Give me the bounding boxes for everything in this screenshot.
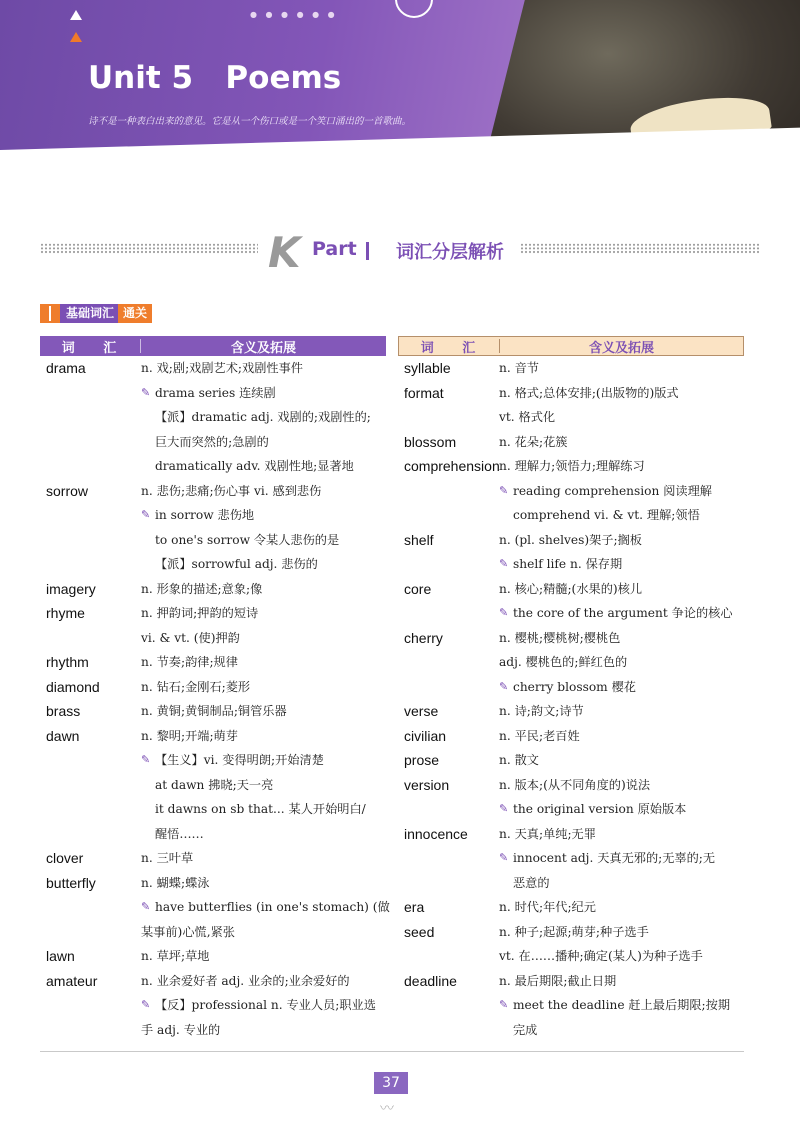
vocab-word: drama (46, 360, 86, 376)
vocab-entry (40, 479, 386, 577)
pencil-icon: ✎ (499, 998, 509, 1011)
definition-line (141, 797, 386, 822)
entry-list (398, 356, 744, 1042)
table-header (398, 336, 744, 356)
vocab-word: amateur (46, 972, 98, 989)
section-tag (40, 304, 152, 323)
usage-note (499, 675, 744, 700)
pencil-icon: ✎ (499, 851, 509, 864)
bird-icon: 〰 (380, 1101, 394, 1117)
vocab-definitions (499, 381, 744, 430)
definition-line (141, 822, 386, 847)
line-text: 手 adj. 专业的 (141, 1022, 221, 1037)
definition-line (141, 773, 386, 798)
vocab-entry (40, 944, 386, 969)
definition-line (499, 724, 744, 749)
vocab-word: core (404, 580, 432, 597)
line-text: n. 悲伤;悲痛;伤心事 vi. 感到悲伤 (141, 483, 322, 498)
line-text: at dawn 拂晓;天一亮 (155, 777, 274, 792)
vocab-definitions (499, 699, 744, 724)
usage-note (141, 503, 386, 528)
dotted-divider (40, 243, 258, 254)
line-text: meet the deadline 赶上最后期限;按期 (513, 998, 731, 1012)
vocab-entry (40, 356, 386, 479)
definition-line (499, 1018, 744, 1043)
vocab-definitions (499, 748, 744, 773)
vocab-definitions (141, 356, 386, 479)
vocab-word: rhyme (46, 605, 85, 621)
vocab-entry (398, 699, 744, 724)
definition-line (499, 773, 744, 798)
vocab-definitions (141, 699, 386, 724)
line-text: the original version 原始版本 (513, 802, 687, 816)
definition-line (141, 846, 386, 871)
line-text: n. 三叶草 (141, 851, 194, 865)
vocab-definitions (141, 944, 386, 969)
book-icon (40, 304, 60, 323)
line-text: n. 戏;剧;戏剧艺术;戏剧性事件 (141, 361, 303, 375)
definition-line (499, 356, 744, 381)
line-text: n. 黄铜;黄铜制品;铜管乐器 (141, 704, 287, 718)
usage-note (141, 381, 386, 406)
vocab-definitions (499, 356, 744, 381)
definition-line (141, 920, 390, 945)
definition-line (141, 454, 386, 479)
vocab-definitions (499, 920, 744, 969)
pencil-icon: ✎ (141, 900, 151, 913)
line-text: n. 散文 (499, 753, 539, 767)
vocab-word: innocence (404, 825, 468, 842)
pencil-icon: ✎ (141, 753, 151, 766)
vocab-definitions (141, 577, 386, 602)
usage-note (141, 993, 386, 1018)
definition-line (499, 405, 744, 430)
definition-line (499, 626, 744, 651)
line-text: n. 音节 (499, 361, 539, 375)
pencil-icon: ✎ (141, 385, 151, 399)
line-text: the core of the argument 争论的核心 (513, 606, 733, 620)
vocab-entry (398, 822, 744, 896)
definition-line (141, 724, 386, 749)
definition-line (141, 944, 386, 969)
vocab-entry (398, 430, 744, 455)
vocab-entry (40, 699, 386, 724)
definition-line (499, 528, 744, 553)
vocab-word: deadline (404, 972, 457, 989)
vocab-word: cherry (404, 629, 443, 646)
definition-line (499, 969, 744, 994)
decorative-dots: ● ● ● ● ● ● (250, 10, 338, 19)
vocab-definitions (141, 479, 386, 577)
part-title: 词汇分层解析 (396, 242, 504, 263)
vocab-entry (40, 650, 386, 675)
vocab-word: dawn (46, 727, 80, 744)
line-text: n. 节奏;韵律;规律 (141, 655, 238, 669)
vocab-word: clover (46, 850, 84, 866)
line-text: dramatically adv. 戏剧性地;显著地 (155, 459, 354, 473)
unit-quote: 诗不是一种表白出来的意见。它是从一个伤口或是一个笑口涌出的一首歌曲。 (88, 116, 412, 127)
vocab-entry (40, 871, 390, 945)
line-text: it dawns on sb that... 某人开始明白/ (155, 802, 366, 816)
vocab-word: comprehension (404, 458, 500, 474)
vocab-word: seed (404, 923, 435, 940)
definition-line (499, 577, 744, 602)
line-text: n. 樱桃;樱桃树;樱桃色 (499, 630, 621, 645)
definition-line (141, 1018, 386, 1043)
line-text: vt. 在……播种;确定(某人)为种子选手 (499, 949, 703, 963)
vocab-definitions (499, 454, 744, 528)
vocab-word: verse (404, 703, 439, 719)
vocab-entry (398, 920, 744, 969)
header-word: 词 汇 (420, 340, 488, 356)
vocab-entry (398, 454, 744, 528)
line-text: n. 诗;韵文;诗节 (499, 704, 584, 718)
unit-title: Unit 5 Poems (88, 60, 342, 96)
vocab-word: shelf (404, 531, 434, 548)
pencil-icon: ✎ (141, 998, 151, 1011)
vocab-word: era (404, 899, 425, 915)
part-letter: K (268, 228, 301, 277)
line-text: n. 天真;单纯;无罪 (499, 826, 596, 841)
definition-line (141, 479, 386, 504)
pencil-icon: ✎ (499, 802, 509, 815)
line-text: 【生义】vi. 变得明朗;开始清楚 (155, 753, 324, 767)
definition-line (141, 675, 386, 700)
vocab-entry (40, 846, 386, 871)
line-text: 【派】sorrowful adj. 悲伤的 (155, 557, 318, 571)
definition-line (141, 601, 386, 626)
definition-line (499, 920, 744, 945)
line-text: comprehend vi. & vt. 理解;领悟 (513, 508, 700, 522)
line-text: n. 版本;(从不同角度的)说法 (499, 777, 651, 792)
pencil-icon: ✎ (141, 508, 151, 521)
part-heading (40, 228, 760, 277)
line-text: n. 平民;老百姓 (499, 728, 580, 743)
section-badge: 通关 (118, 304, 152, 323)
definition-line (499, 748, 744, 773)
pencil-icon: ✎ (499, 606, 509, 619)
vocab-definitions (141, 969, 386, 1043)
usage-note (499, 846, 744, 871)
vocab-word: rhythm (46, 654, 89, 670)
line-text: n. 核心;精髓;(水果的)核儿 (499, 581, 643, 596)
line-text: have butterflies (in one's stomach) (做 (155, 900, 390, 914)
vocab-word: imagery (46, 580, 96, 597)
definition-line (499, 650, 744, 675)
usage-note (499, 797, 744, 822)
definition-line (499, 430, 744, 455)
line-text: reading comprehension 阅读理解 (513, 483, 712, 498)
definition-line (141, 405, 386, 430)
vocab-word: prose (404, 752, 440, 768)
definition-line (141, 356, 386, 381)
vocab-entry (40, 969, 386, 1043)
vocab-word: blossom (404, 433, 457, 450)
vocab-definitions (499, 528, 744, 577)
pencil-icon: ✎ (499, 557, 509, 570)
usage-note (141, 895, 390, 920)
page-number: 37 (374, 1072, 408, 1094)
vocab-entry (40, 724, 386, 847)
definition-line (499, 871, 744, 896)
vocab-entry (398, 626, 744, 700)
vocab-word: civilian (404, 727, 447, 744)
line-text: n. 最后期限;截止日期 (499, 973, 617, 988)
definition-line (141, 552, 386, 577)
vocab-entry (398, 577, 744, 626)
line-text: 恶意的 (513, 875, 550, 890)
vocab-entry (398, 748, 744, 773)
vocab-entry (40, 601, 386, 650)
vocab-entry (40, 577, 386, 602)
vocab-definitions (499, 577, 744, 626)
vocab-word: sorrow (46, 482, 89, 499)
vocab-word: brass (46, 703, 81, 719)
line-text: 【反】professional n. 专业人员;职业选 (155, 998, 376, 1012)
line-text: n. 钻石;金刚石;菱形 (141, 679, 251, 694)
vocab-entry (40, 675, 386, 700)
dotted-divider (520, 243, 760, 254)
definition-line (499, 454, 744, 479)
line-text: innocent adj. 天真无邪的;无辜的;无 (513, 851, 716, 865)
header-meaning: 含义及拓展 (588, 340, 654, 356)
line-text: shelf life n. 保存期 (513, 557, 623, 571)
definition-line (141, 577, 386, 602)
line-text: in sorrow 悲伤地 (155, 508, 255, 522)
definition-line (141, 969, 386, 994)
line-text: to one's sorrow 令某人悲伤的是 (155, 532, 340, 547)
line-text: adj. 樱桃色的;鲜红色的 (499, 655, 628, 669)
definition-line (499, 699, 744, 724)
pencil-icon: ✎ (499, 679, 509, 693)
vocab-definitions (141, 650, 386, 675)
vocab-definitions (499, 773, 744, 822)
definition-line (141, 871, 390, 896)
line-text: 巨大而突然的;急剧的 (155, 434, 269, 449)
vocab-definitions (499, 895, 744, 920)
vocab-table-right (398, 336, 744, 1042)
usage-note (499, 993, 744, 1018)
definition-line (141, 430, 386, 455)
vocab-definitions (499, 430, 744, 455)
usage-note (141, 748, 386, 773)
definition-line (499, 895, 744, 920)
vocab-definitions (141, 675, 386, 700)
header-word: 词 汇 (61, 340, 129, 356)
line-text: n. 种子;起源;萌芽;种子选手 (499, 924, 649, 939)
definition-line (141, 528, 386, 553)
part-label: Part (312, 238, 357, 260)
definition-line (141, 626, 386, 651)
vocab-word: format (404, 384, 444, 401)
line-text: n. 时代;年代;纪元 (499, 900, 596, 914)
line-text: n. 花朵;花簇 (499, 434, 568, 449)
vocab-entry (398, 895, 744, 920)
line-text: 某事前)心慌,紧张 (141, 924, 235, 939)
line-text: n. 草坪;草地 (141, 949, 210, 963)
table-header (40, 336, 386, 356)
definition-line (499, 503, 744, 528)
vocab-entry (398, 356, 744, 381)
line-text: n. 黎明;开端;萌芽 (141, 728, 238, 743)
line-text: vi. & vt. (使)押韵 (141, 630, 240, 645)
vocab-definitions (499, 969, 744, 1043)
line-text: n. 押韵词;押韵的短诗 (141, 606, 259, 620)
triangle-icon (70, 10, 82, 20)
definition-line (499, 381, 744, 406)
definition-line (499, 944, 744, 969)
line-text: vt. 格式化 (499, 410, 556, 424)
definition-line (141, 699, 386, 724)
vocab-entry (398, 528, 744, 577)
section-title: 基础词汇 (60, 304, 118, 323)
line-text: 【派】dramatic adj. 戏剧的;戏剧性的; (155, 410, 371, 424)
usage-note (499, 601, 744, 626)
line-text: n. 理解力;领悟力;理解练习 (499, 459, 645, 473)
vocab-entry (398, 724, 744, 749)
vocab-word: butterfly (46, 874, 96, 891)
entry-list (40, 356, 390, 1042)
vocab-definitions (141, 601, 386, 650)
line-text: 醒悟…… (155, 826, 204, 841)
line-text: cherry blossom 樱花 (513, 679, 636, 694)
line-text: drama series 连续剧 (155, 385, 276, 400)
vocab-word: lawn (46, 948, 75, 964)
triangle-icon (70, 32, 82, 42)
part-divider (366, 242, 369, 260)
pencil-icon: ✎ (499, 483, 509, 497)
vocab-word: diamond (46, 678, 100, 695)
line-text: n. 蝴蝶;蝶泳 (141, 875, 210, 890)
definition-line (499, 822, 744, 847)
line-text: n. 形象的描述;意象;像 (141, 581, 263, 596)
vocab-entry (398, 381, 744, 430)
vocab-definitions (141, 871, 390, 945)
vocab-definitions (141, 846, 386, 871)
usage-note (499, 479, 744, 504)
header-meaning: 含义及拓展 (230, 340, 296, 356)
vocab-word: version (404, 776, 450, 793)
line-text: n. (pl. shelves)架子;搁板 (499, 532, 642, 547)
vocab-definitions (499, 626, 744, 700)
definition-line (141, 650, 386, 675)
vocab-entry (398, 969, 744, 1043)
vocab-definitions (499, 822, 744, 896)
vocab-table-left (40, 336, 390, 1042)
bottom-divider (40, 1051, 744, 1052)
circle-decoration (395, 0, 433, 18)
vocab-definitions (499, 724, 744, 749)
vocab-word: syllable (404, 360, 451, 376)
line-text: n. 格式;总体安排;(出版物的)版式 (499, 385, 679, 400)
vocab-entry (398, 773, 744, 822)
vocab-definitions (141, 724, 386, 847)
line-text: n. 业余爱好者 adj. 业余的;业余爱好的 (141, 973, 350, 988)
line-text: 完成 (513, 1022, 538, 1037)
usage-note (499, 552, 744, 577)
